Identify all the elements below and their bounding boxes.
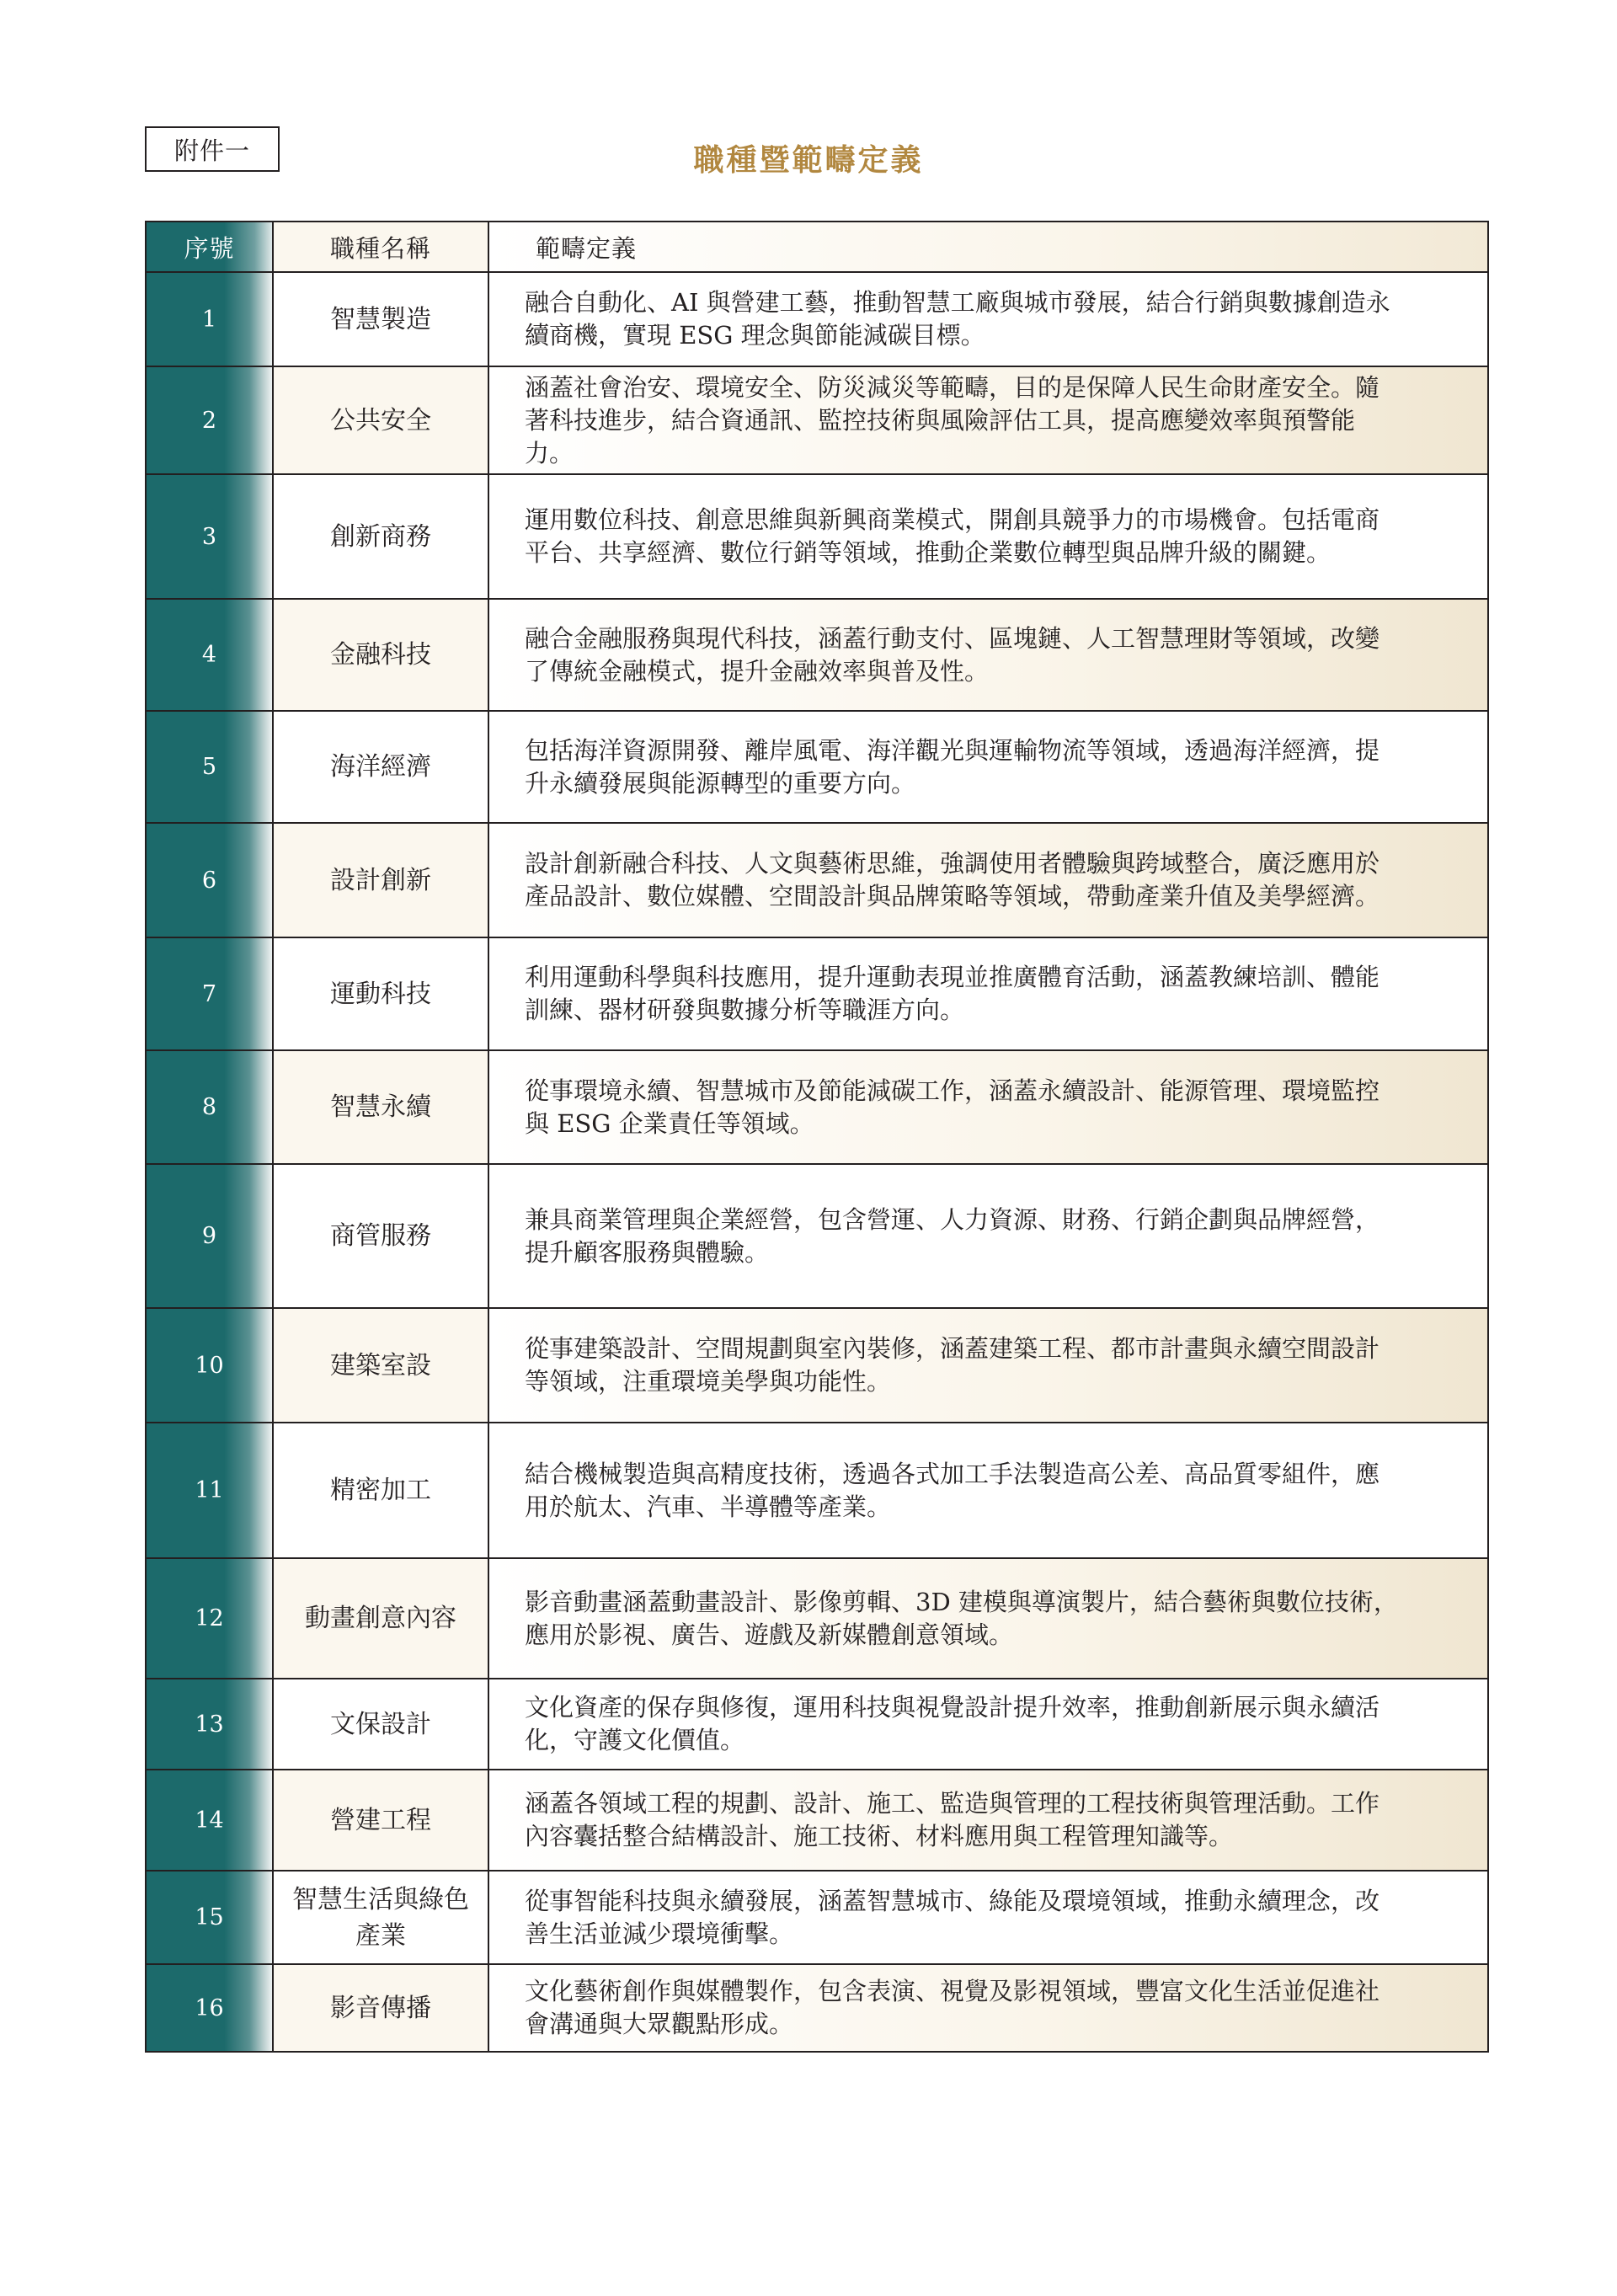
- row-serial-no: 15: [146, 1871, 273, 1964]
- row-serial-no: 16: [146, 1964, 273, 2052]
- header-scope-definition: 範疇定義: [488, 222, 1488, 272]
- table-row: [146, 1423, 1488, 1558]
- row-occupation-name: 創新商務: [273, 474, 488, 599]
- table-row: [146, 1558, 1488, 1679]
- table-row: [146, 937, 1488, 1050]
- row-scope-definition: 設計創新融合科技、人文與藝術思維，強調使用者體驗與跨域整合，廣泛應用於產品設計、數位媒體、空間設計與品牌策略等領域，帶動產業升值及美學經濟。: [488, 823, 1488, 937]
- row-occupation-name: 文保設計: [273, 1679, 488, 1770]
- header-occupation-name: 職種名稱: [273, 222, 488, 272]
- table-row: [146, 1308, 1488, 1423]
- row-serial-no: 1: [146, 272, 273, 366]
- row-serial-no: 6: [146, 823, 273, 937]
- row-scope-definition: 涵蓋各領域工程的規劃、設計、施工、監造與管理的工程技術與管理活動。工作內容囊括整合結構設計、施工技術、材料應用與工程管理知識等。: [488, 1770, 1488, 1871]
- row-serial-no: 11: [146, 1423, 273, 1558]
- table-row: [146, 599, 1488, 711]
- row-occupation-name: 營建工程: [273, 1770, 488, 1871]
- row-occupation-name: 智慧製造: [273, 272, 488, 366]
- table-row: [146, 272, 1488, 366]
- row-scope-definition: 包括海洋資源開發、離岸風電、海洋觀光與運輸物流等領域，透過海洋經濟，提升永續發展與能源轉型的重要方向。: [488, 711, 1488, 823]
- occupation-table-wrapper: [145, 221, 1487, 2053]
- row-serial-no: 14: [146, 1770, 273, 1871]
- table-row: [146, 366, 1488, 474]
- row-occupation-name: 建築室設: [273, 1308, 488, 1423]
- row-serial-no: 3: [146, 474, 273, 599]
- table-row: [146, 1964, 1488, 2052]
- row-scope-definition: 從事智能科技與永續發展，涵蓋智慧城市、綠能及環境領域，推動永續理念，改善生活並減少環境衝擊。: [488, 1871, 1488, 1964]
- table-row: [146, 1050, 1488, 1164]
- row-scope-definition: 運用數位科技、創意思維與新興商業模式，開創具競爭力的市場機會。包括電商平台、共享經濟、數位行銷等領域，推動企業數位轉型與品牌升級的關鍵。: [488, 474, 1488, 599]
- row-occupation-name: 智慧生活與綠色產業: [273, 1871, 488, 1964]
- row-serial-no: 12: [146, 1558, 273, 1679]
- row-occupation-name: 設計創新: [273, 823, 488, 937]
- row-scope-definition: 文化藝術創作與媒體製作，包含表演、視覺及影視領域，豐富文化生活並促進社會溝通與大眾觀點形成。: [488, 1964, 1488, 2052]
- row-scope-definition: 涵蓋社會治安、環境安全、防災減災等範疇，目的是保障人民生命財產安全。隨著科技進步，結合資通訊、監控技術與風險評估工具，提高應變效率與預警能力。: [488, 366, 1488, 474]
- row-scope-definition: 利用運動科學與科技應用，提升運動表現並推廣體育活動，涵蓋教練培訓、體能訓練、器材研發與數據分析等職涯方向。: [488, 937, 1488, 1050]
- row-occupation-name: 公共安全: [273, 366, 488, 474]
- row-occupation-name: 運動科技: [273, 937, 488, 1050]
- header-serial-no: 序號: [146, 222, 273, 272]
- row-serial-no: 7: [146, 937, 273, 1050]
- row-occupation-name: 精密加工: [273, 1423, 488, 1558]
- table-row: [146, 823, 1488, 937]
- row-occupation-name: 影音傳播: [273, 1964, 488, 2052]
- row-scope-definition: 融合自動化、AI 與營建工藝，推動智慧工廠與城市發展，結合行銷與數據創造永續商機，實現 ESG 理念與節能減碳目標。: [488, 272, 1488, 366]
- table-body: [146, 272, 1488, 2052]
- table-row: [146, 711, 1488, 823]
- row-serial-no: 10: [146, 1308, 273, 1423]
- table-row: [146, 1770, 1488, 1871]
- occupation-table: [145, 221, 1489, 2053]
- row-scope-definition: 文化資產的保存與修復，運用科技與視覺設計提升效率，推動創新展示與永續活化，守護文化價值。: [488, 1679, 1488, 1770]
- row-scope-definition: 結合機械製造與高精度技術，透過各式加工手法製造高公差、高品質零組件，應用於航太、汽車、半導體等產業。: [488, 1423, 1488, 1558]
- row-occupation-name: 金融科技: [273, 599, 488, 711]
- row-scope-definition: 兼具商業管理與企業經營，包含營運、人力資源、財務、行銷企劃與品牌經營，提升顧客服務與體驗。: [488, 1164, 1488, 1308]
- row-occupation-name: 商管服務: [273, 1164, 488, 1308]
- row-serial-no: 9: [146, 1164, 273, 1308]
- row-occupation-name: 海洋經濟: [273, 711, 488, 823]
- table-row: [146, 1871, 1488, 1964]
- table-header-row: [146, 222, 1488, 272]
- row-occupation-name: 智慧永續: [273, 1050, 488, 1164]
- row-serial-no: 4: [146, 599, 273, 711]
- row-scope-definition: 融合金融服務與現代科技，涵蓋行動支付、區塊鏈、人工智慧理財等領域，改變了傳統金融模式，提升金融效率與普及性。: [488, 599, 1488, 711]
- row-serial-no: 13: [146, 1679, 273, 1770]
- row-scope-definition: 影音動畫涵蓋動畫設計、影像剪輯、3D 建模與導演製片，結合藝術與數位技術，應用於影視、廣告、遊戲及新媒體創意領域。: [488, 1558, 1488, 1679]
- row-serial-no: 5: [146, 711, 273, 823]
- table-row: [146, 1164, 1488, 1308]
- row-serial-no: 8: [146, 1050, 273, 1164]
- annex-label: 附件一: [145, 126, 280, 172]
- row-serial-no: 2: [146, 366, 273, 474]
- table-row: [146, 474, 1488, 599]
- row-occupation-name: 動畫創意內容: [273, 1558, 488, 1679]
- row-scope-definition: 從事建築設計、空間規劃與室內裝修，涵蓋建築工程、都市計畫與永續空間設計等領域，注重環境美學與功能性。: [488, 1308, 1488, 1423]
- table-row: [146, 1679, 1488, 1770]
- page-title: 職種暨範疇定義: [693, 142, 924, 178]
- row-scope-definition: 從事環境永續、智慧城市及節能減碳工作，涵蓋永續設計、能源管理、環境監控與 ESG 企業責任等領域。: [488, 1050, 1488, 1164]
